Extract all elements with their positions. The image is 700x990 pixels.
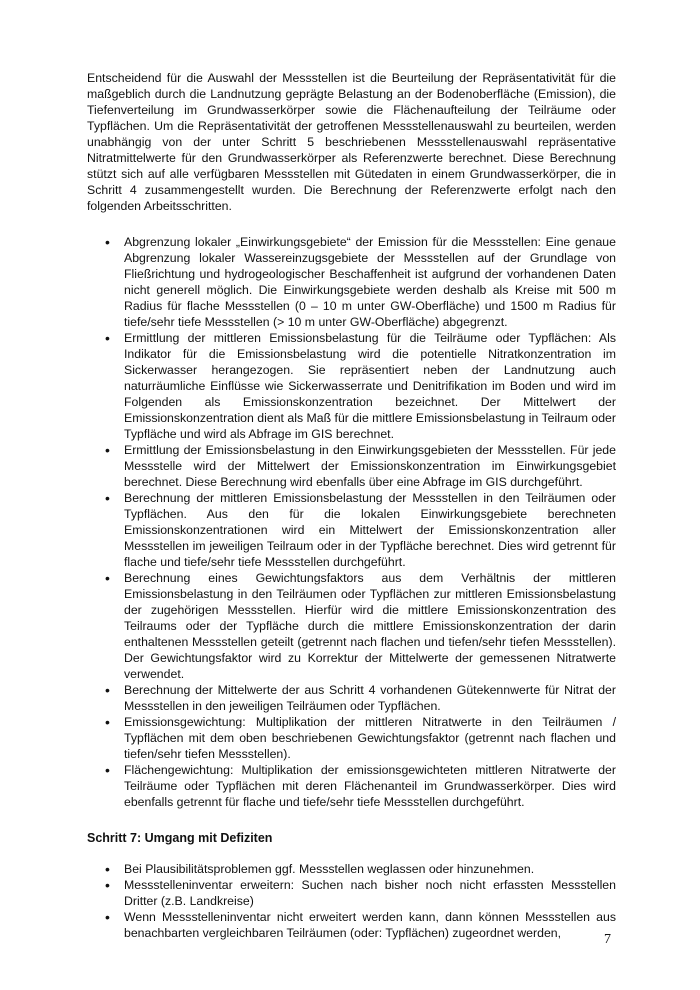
page-number: 7 [604,932,611,947]
list-item: • Abgrenzung lokaler „Einwirkungsgebiete“ der Emission für die Messstellen: Eine genaue Abgrenzung lokaler Wassereinzugsgebiete der Messstellen auf der Grundlage von Fließrichtung und hydrogeologischer Beschaffenheit ist aufgrund der vorhandenen Daten nicht generell möglich. Die Einwirkungsgebiete werden deshalb als Kreise mit 500 m Radius für flache Messstellen (0 – 10 m unter GW-Oberfläche) und 1500 m Radius für tiefe/sehr tiefe Messstellen (> 10 m unter GW-Oberfläche) abgegrenzt. [87,234,616,330]
list-item: • Messstelleninventar erweitern: Suchen nach bisher noch nicht erfassten Messstellen Dritter (z.B. Landkreise) [87,877,616,909]
list-item: • Flächengewichtung: Multiplikation der emissionsgewichteten mittleren Nitratwerte der Teilräume oder Typflächen mit deren Flächenanteil im Grundwasserkörper. Dies wird ebenfalls getrennt für flache und tiefe/sehr tiefe Messstellen durchgeführt. [87,762,616,810]
list-item: • Ermittlung der Emissionsbelastung in den Einwirkungsgebieten der Messstellen. Für jede Messstelle wird der Mittelwert der Emissionskonzentration im Einwirkungsgebiet berechnet. Diese Berechnung wird ebenfalls über eine Abfrage im GIS durchgeführt. [87,442,616,490]
calculation-steps-list [87,234,616,810]
list-item: • Wenn Messstelleninventar nicht erweitert werden kann, dann können Messstellen aus benachbarten vergleichbaren Teilräumen (oder: Typflächen) zugeordnet werden, [87,909,616,941]
list-item: • Berechnung eines Gewichtungsfaktors aus dem Verhältnis der mittleren Emissionsbelastung in den Teilräumen oder Typflächen zur mittleren Emissionsbelastung der zugehörigen Messstellen. Hierfür wird die mittlere Emissionskonzentration des Teilraums oder der Typfläche durch die mittlere Emissionskonzentration der darin enthaltenen Messstellen geteilt (getrennt nach flachen und tiefen/sehr tiefen Messstellen). Der Gewichtungsfaktor wird zu Korrektur der Mittelwerte der gemessenen Nitratwerte verwendet. [87,570,616,682]
deficit-list [87,861,616,941]
list-item: • Berechnung der mittleren Emissionsbelastung der Messstellen in den Teilräumen oder Typflächen. Aus den für die lokalen Einwirkungsgebiete berechneten Emissionskonzentrationen wird ein Mittelwert der Emissionskonzentration aller Messstellen im jeweiligen Teilraum oder in der Typfläche berechnet. Dies wird getrennt für flache und tiefe/sehr tiefe Messstellen durchgeführt. [87,490,616,570]
list-item: • Berechnung der Mittelwerte der aus Schritt 4 vorhandenen Gütekennwerte für Nitrat der Messstellen in den jeweiligen Teilräumen oder Typflächen. [87,682,616,714]
section-heading: Schritt 7: Umgang mit Defiziten [87,831,273,845]
list-item: • Bei Plausibilitätsproblemen ggf. Messstellen weglassen oder hinzunehmen. [87,861,616,877]
list-item: • Ermittlung der mittleren Emissionsbelastung für die Teilräume oder Typflächen: Als Indikator für die Emissionsbelastung wird die potentielle Nitratkonzentration im Sickerwasser herangezogen. Sie repräsentiert neben der Landnutzung auch naturräumliche Einflüsse wie Sickerwasserrate und Denitrifikation im Boden und wird im Folgenden als Emissionskonzentration bezeichnet. Der Mittelwert der Emissionskonzentration dient als Maß für die mittlere Emissionsbelastung in Teilraum oder Typfläche und wird als Abfrage im GIS berechnet. [87,330,616,442]
list-item: • Emissionsgewichtung: Multiplikation der mittleren Nitratwerte in den Teilräumen / Typflächen mit dem oben beschriebenen Gewichtungsfaktor (getrennt nach flachen und tiefen/sehr tiefen Messstellen). [87,714,616,762]
document-page [87,70,616,941]
intro-paragraph: Entscheidend für die Auswahl der Messstellen ist die Beurteilung der Repräsentativität für die maßgeblich durch die Landnutzung geprägte Belastung an der Bodenoberfläche (Emission), die Tiefenverteilung im Grundwasserkörper sowie die Flächenaufteilung der Teilräume oder Typflächen. Um die Repräsentativität der getroffenen Messstellenauswahl zu beurteilen, werden unabhängig von der unter Schritt 5 beschriebenen Messstellenauswahl repräsentative Nitratmittelwerte für den Grundwasserkörper als Referenzwerte berechnet. Diese Berechnung stützt sich auf alle verfügbaren Messstellen mit Gütedaten in einem Grundwasserkörper, die in Schritt 4 zusammengestellt wurden. Die Berechnung der Referenzwerte erfolgt nach den folgenden Arbeitsschritten. [87,71,616,213]
